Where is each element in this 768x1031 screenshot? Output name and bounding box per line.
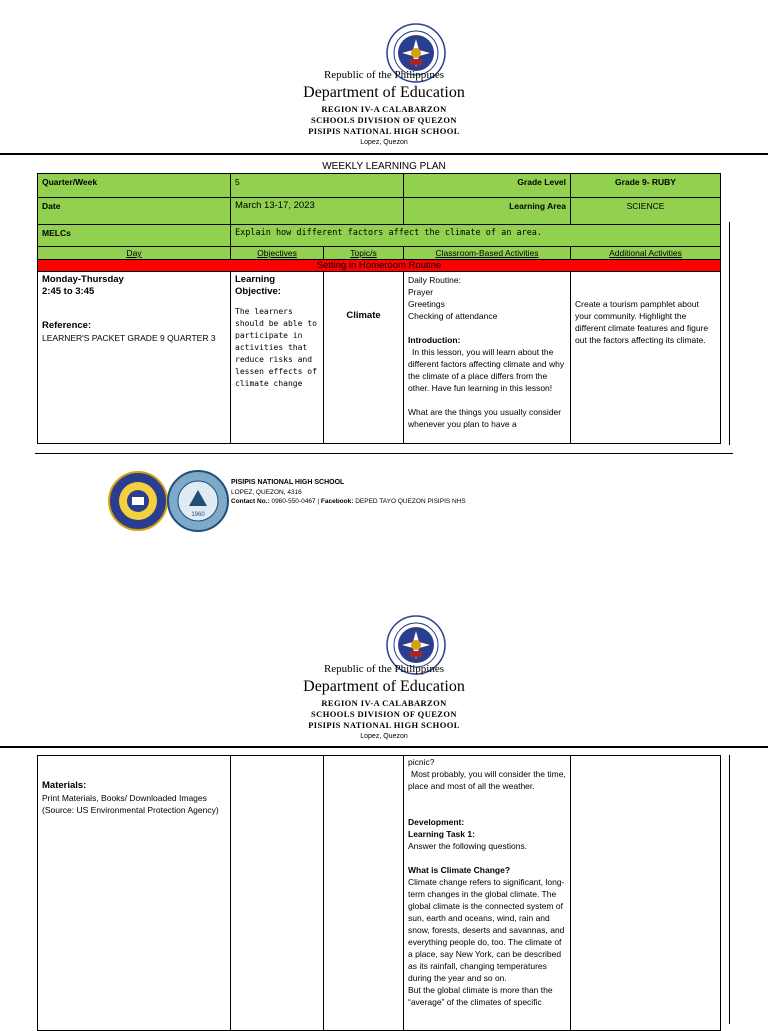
question-text: What are the things you usually consider whenever you plan to have a	[408, 407, 562, 429]
source-text: (Source: US Environmental Protection Agency)	[42, 805, 219, 815]
grade-level-value: Grade 9- RUBY	[571, 174, 721, 198]
region-text-p2: REGION IV-A CALABARZON	[321, 698, 447, 708]
melcs-value: Explain how different factors affect the climate of an area.	[231, 225, 721, 247]
contact-label: Contact No.:	[231, 498, 270, 505]
col-objectives: Objectives	[231, 247, 324, 260]
col-activities: Classroom-Based Activities	[404, 247, 571, 260]
deped-logo-footer	[108, 471, 168, 531]
objectives-cell	[231, 272, 324, 444]
development-label: Development:	[408, 817, 465, 827]
activities-cell	[404, 272, 571, 444]
date-value: March 13-17, 2023	[231, 198, 404, 225]
introduction-label: Introduction:	[408, 335, 461, 345]
facebook-label: Facebook:	[320, 498, 354, 505]
quarter-value: 5	[231, 174, 404, 198]
footer-divider	[35, 453, 733, 454]
deped-footer-icon	[110, 473, 166, 529]
introduction-text: In this lesson, you will learn about the different factors affecting climate and why the climate of a place differs from the other. Have fun learning in this lesson!	[408, 347, 565, 393]
col-additional: Additional Activities	[571, 247, 721, 260]
learning-plan-table-p2	[37, 755, 721, 1031]
materials-cell	[38, 756, 231, 1031]
objectives-cell-p2	[231, 756, 324, 1031]
quarter-label: Quarter/Week	[38, 174, 231, 198]
school-text-p2: PISIPIS NATIONAL HIGH SCHOOL	[308, 720, 460, 730]
facebook-value: DEPED TAYO QUEZON PISIPIS NHS	[355, 498, 466, 505]
contact-value: 0960-550-0467	[271, 498, 316, 505]
topic-cell-p2	[324, 756, 404, 1031]
routine-banner: Setting in Homeroom Routine	[38, 260, 721, 272]
division-text-p2: SCHOOLS DIVISION OF QUEZON	[311, 709, 457, 719]
division-text: SCHOOLS DIVISION OF QUEZON	[311, 115, 457, 125]
school-logo-footer	[167, 470, 229, 532]
climate-text: Climate change refers to significant, long-term changes in the global climate. The global climate is the connected system of sun, earth and oceans, wind, rain and snow, forests, deserts and savannas, and everything people do, too. The climate of a place, say New York, can be described as its rainfall, changing temperatures during the year and so on.	[408, 877, 565, 983]
republic-text: Republic of the Philippines	[323, 69, 445, 81]
location-text-p2: Lopez, Quezon	[360, 733, 408, 740]
question-heading: What is Climate Change?	[408, 865, 511, 875]
objective-label: Learning Objective:	[235, 274, 281, 297]
learning-plan-table	[37, 173, 721, 444]
topic-cell	[324, 272, 404, 444]
time-text: 2:45 to 3:45	[42, 286, 95, 297]
school-seal-icon	[169, 472, 227, 530]
col-day: Day	[38, 247, 231, 260]
activities-cell-p2	[404, 756, 571, 1031]
location-text: Lopez, Quezon	[360, 139, 408, 146]
learning-area-value: SCIENCE	[571, 198, 721, 225]
footer-contact-line	[231, 498, 466, 505]
task-label: Learning Task 1:	[408, 829, 475, 839]
header-divider	[0, 153, 768, 155]
additional-text: Create a tourism pamphlet about your community. Highlight the different climate features and figure out the factors affecting its climate.	[575, 299, 709, 345]
additional-cell	[571, 272, 721, 444]
department-title: Department of Education	[303, 84, 465, 101]
department-title-p2: Department of Education	[303, 678, 465, 695]
table-outer-border-p2	[729, 755, 730, 1024]
footer-separator: |	[317, 498, 320, 505]
region-text: REGION IV-A CALABARZON	[321, 104, 447, 114]
reference-value: LEARNER'S PACKET GRADE 9 QUARTER 3	[42, 333, 216, 343]
objective-text: The learners should be able to participate in activities that reduce risks and lessen effects of climate change	[235, 307, 317, 388]
school-text: PISIPIS NATIONAL HIGH SCHOOL	[308, 126, 460, 136]
grade-level-label: Grade Level	[404, 174, 571, 198]
reference-label: Reference:	[42, 320, 92, 331]
footer-school: PISIPIS NATIONAL HIGH SCHOOL	[231, 479, 345, 486]
picnic-text: picnic?	[408, 757, 435, 767]
plan-title: WEEKLY LEARNING PLAN	[322, 161, 446, 172]
header-divider-p2	[0, 746, 768, 748]
school-seal-year: 1960	[191, 512, 205, 518]
table-outer-border	[729, 222, 730, 445]
global-text: But the global climate is more than the “average” of the climates of specific	[408, 985, 553, 1007]
republic-text-p2: Republic of the Philippines	[323, 663, 445, 675]
date-label: Date	[38, 198, 231, 225]
day-cell	[38, 272, 231, 444]
footer-address: LOPEZ, QUEZON, 4316	[231, 489, 302, 496]
daily-routine-label: Daily Routine:	[408, 275, 461, 285]
consider-text: Most probably, you will consider the time, place and most of all the weather.	[408, 769, 566, 791]
attendance-text: Checking of attendance	[408, 311, 498, 321]
greetings-text: Greetings	[408, 299, 445, 309]
materials-label: Materials:	[42, 780, 87, 791]
topic-text: Climate	[346, 310, 381, 321]
materials-value: Print Materials, Books/ Downloaded Images	[42, 793, 207, 803]
task-text: Answer the following questions.	[408, 841, 528, 851]
day-text: Monday-Thursday	[42, 274, 124, 285]
col-topics: Topic/s	[324, 247, 404, 260]
learning-area-label: Learning Area	[404, 198, 571, 225]
prayer-text: Prayer	[408, 287, 434, 297]
melcs-label: MELCs	[38, 225, 231, 247]
additional-cell-p2	[571, 756, 721, 1031]
